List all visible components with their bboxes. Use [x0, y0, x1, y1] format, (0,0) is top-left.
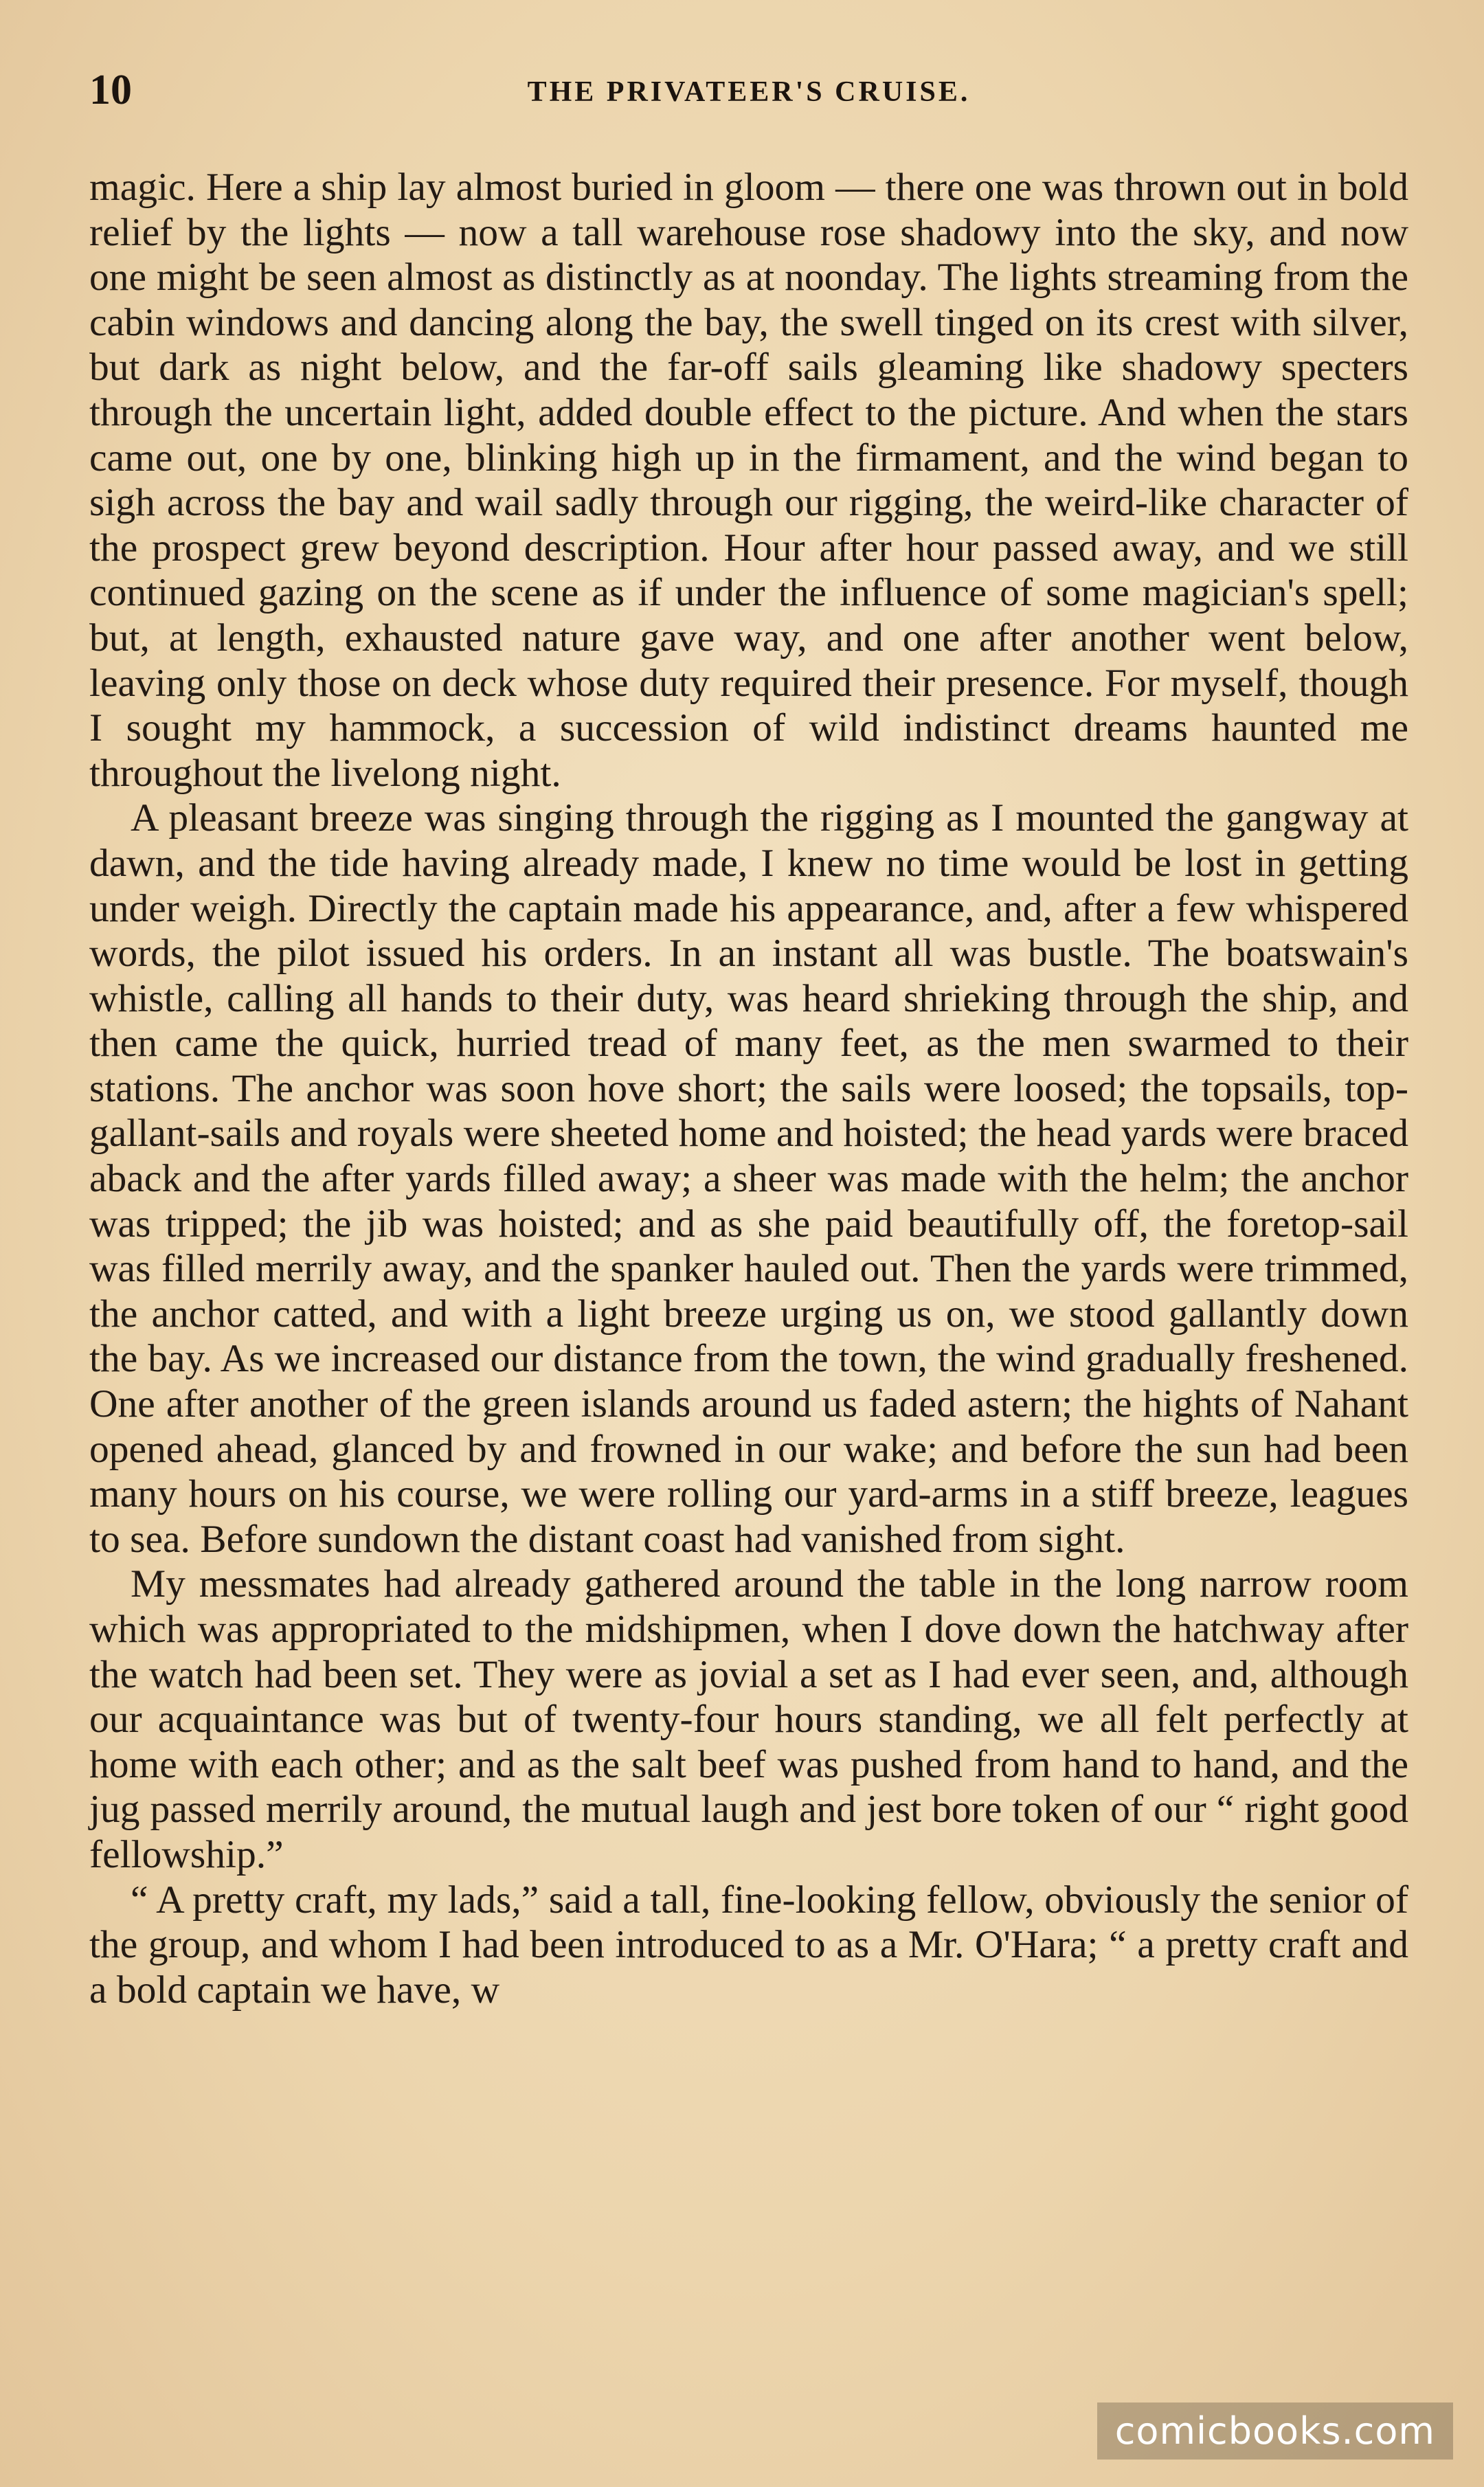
paragraph-4: “ A pretty craft, my lads,” said a tall, fine-looking fellow, obviously the senior of the group, and whom I had been introduced to as a Mr. O'Hara; “ a pretty craft and a bold captain we have, w: [89, 1878, 1408, 2012]
book-title: THE PRIVATEER'S CRUISE.: [527, 76, 971, 108]
paragraph-2: A pleasant breeze was singing through the rigging as I mounted the gangway at dawn, and the tide having already made, I knew no time would be lost in getting under weigh. Directly the captain made his appearance, and, after a few whispered words, the pilot issued his orders. In an instant all was bustle. The boatswain's whistle, calling all hands to their duty, was heard shrieking through the ship, and then came the quick, hurried tread of many feet, as the men swarmed to their stations. The anchor was soon hove short; the sails were loosed; the topsails, top-gallant-sails and royals were sheeted home and hoisted; the head yards were braced aback and the after yards filled away; a sheer was made with the helm; the anchor was tripped; the jib was hoisted; and as she paid beautifully off, the foretop-sail was filled merrily away, and the spanker hauled out. Then the yards were trimmed, the anchor catted, and with a light breeze urging us on, we stood gallantly down the bay. As we increased our distance from the town, the wind gradually freshened. One after another of the green islands around us faded astern; the hights of Nahant opened ahead, glanced by and frowned in our wake; and before the sun had been many hours on his course, we were rolling our yard-arms in a stiff breeze, leagues to sea. Before sundown the distant coast had vanished from sight.: [89, 796, 1408, 1561]
paragraph-1: magic. Here a ship lay almost buried in gloom — there one was thrown out in bold relief by the lights — now a tall warehouse rose shadowy into the sky, and now one might be seen almost as distinctly as at noonday. The lights streaming from the cabin windows and dancing along the bay, the swell tinged on its crest with silver, but dark as night below, and the far-off sails gleaming like shadowy specters through the uncertain light, added double effect to the picture. And when the stars came out, one by one, blinking high up in the firmament, and the wind began to sigh across the bay and wail sadly through our rigging, the weird-like character of the prospect grew beyond description. Hour after hour passed away, and we still continued gazing on the scene as if under the influence of some magician's spell; but, at length, exhausted nature gave way, and one after another went below, leaving only those on deck whose duty required their presence. For myself, though I sought my hammock, a succession of wild indistinct dreams haunted me throughout the livelong night.: [89, 166, 1408, 795]
site-watermark: comicbooks.com: [1097, 2402, 1453, 2460]
running-head: [89, 66, 1408, 121]
body-text: [89, 165, 1408, 2012]
paragraph-3: My messmates had already gathered around the table in the long narrow room which was appropriated to the midshipmen, when I dove down the hatchway after the watch had been set. They were as jovial a set as I had ever seen, and, although our acquaintance was but of twenty-four hours standing, we all felt perfectly at home with each other; and as the salt beef was pushed from hand to hand, and the jug passed merrily around, the mutual laugh and jest bore token of our “ right good fellowship.”: [89, 1562, 1408, 1876]
page-number: 10: [89, 67, 132, 113]
